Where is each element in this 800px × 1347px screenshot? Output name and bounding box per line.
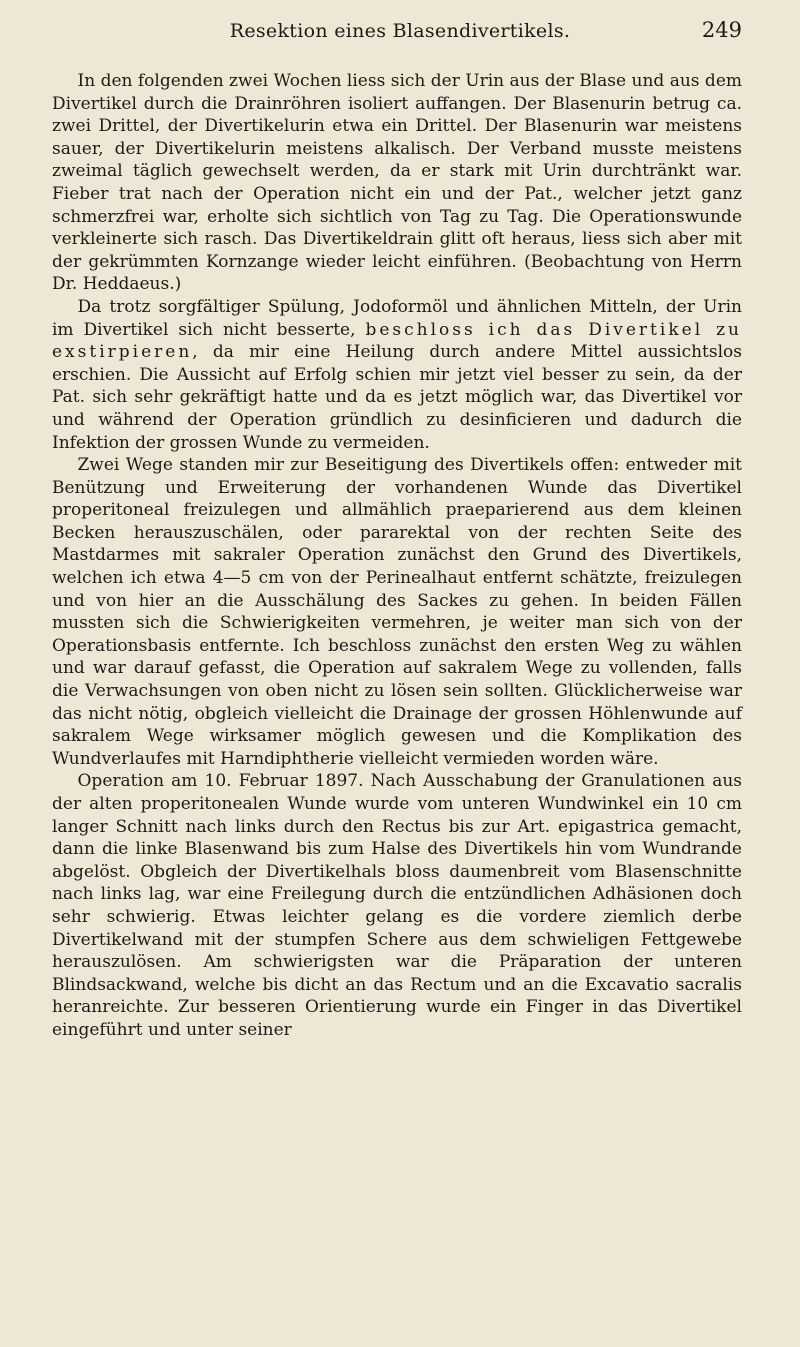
paragraph-2-before: Da trotz sorgfältiger Spülung, Jodoformöl und ähnlichen Mitteln, der Urin im Divertikel sich nicht besserte, — [52, 296, 742, 340]
paragraph-4: Operation am 10. Februar 1897. Nach Ausschabung der Granulationen aus der alten properitonealen Wunde wurde vom unteren Wundwinkel ein 10 cm langer Schnitt nach links durch den Rectus bis zur Art. epigastrica gemacht, dann die linke Blasenwand bis zum Halse des Divertikels hin vom Wundrande abgelöst. Obgleich der Divertikelhals bloss daumenbreit vom Blasenschnitte nach links lag, war eine Freilegung durch die entzündlichen Adhäsionen doch sehr schwierig. Etwas leichter gelang es die vordere ziemlich derbe Divertikelwand mit der stumpfen Schere aus dem schwieligen Fettgewebe herauszulösen. Am schwierigsten war die Präparation der unteren Blindsackwand, welche bis dicht an das Rectum und an die Excavatio sacralis heranreichte. Zur besseren Orientierung wurde ein Finger in das Divertikel eingeführt und unter seiner — [52, 771, 742, 1040]
body-text — [52, 70, 742, 1042]
page-number: 249 — [701, 18, 742, 42]
paragraph-3: Zwei Wege standen mir zur Beseitigung des Divertikels offen: entweder mit Benützung und Erweiterung der vorhandenen Wunde das Divertikel properitoneal freizulegen und allmählich praeparierend aus dem kleinen Becken herauszuschälen, oder pararektal von der rechten Seite des Mastdarmes mit sakraler Operation zunächst den Grund des Divertikels, welchen ich etwa 4—5 cm von der Perinealhaut entfernt schätzte, freizulegen und von hier an die Ausschälung des Sackes zu gehen. In beiden Fällen mussten sich die Schwierigkeiten vermehren, je weiter man sich von der Operationsbasis entfernte. Ich beschloss zunächst den ersten Weg zu wählen und war darauf gefasst, die Operation auf sakralem Wege zu vollenden, falls die Verwachsungen von oben nicht zu lösen sein sollten. Glücklicherweise war das nicht nötig, obgleich vielleicht die Drainage der grossen Höhlenwunde auf sakralem Wege wirksamer möglich gewesen und die Komplikation des Wundverlaufes mit Harndiphtherie vielleicht vermieden worden wäre. — [52, 455, 742, 769]
running-title: Resektion eines Blasendivertikels. — [229, 20, 571, 42]
paragraph-1: In den folgenden zwei Wochen liess sich der Urin aus der Blase und aus dem Divertikel durch die Drainröhren isoliert auffangen. Der Blasenurin betrug ca. zwei Drittel, der Divertikelurin etwa ein Drittel. Der Blasenurin war meistens sauer, der Divertikelurin meistens alkalisch. Der Verband musste meistens zweimal täglich gewechselt werden, da er stark mit Urin durchtränkt war. Fieber trat nach der Operation nicht ein und der Pat., welcher jetzt ganz schmerzfrei war, erholte sich sichtlich von Tag zu Tag. Die Operationswunde verkleinerte sich rasch. Das Divertikeldrain glitt oft heraus, liess sich aber mit der gekrümmten Kornzange wieder leicht einführen. (Beobachtung von Herrn Dr. Heddaeus.) — [52, 71, 742, 295]
paragraph-2 — [52, 296, 742, 454]
running-head — [0, 16, 800, 46]
paragraph-2-after: , da mir eine Heilung durch andere Mittel aussichtslos erschien. Die Aussicht auf Erfolg schien mir jetzt viel besser zu sein, da der Pat. sich sehr gekräftigt hatte und da es jetzt möglich war, das Divertikel vor und während der Operation gründlich zu desinficieren und dadurch die Infektion der grossen Wunde zu vermeiden. — [52, 342, 742, 453]
paragraph-2-spaced-phrase: beschloss ich das Divertikel zu exstirpieren — [52, 319, 742, 363]
